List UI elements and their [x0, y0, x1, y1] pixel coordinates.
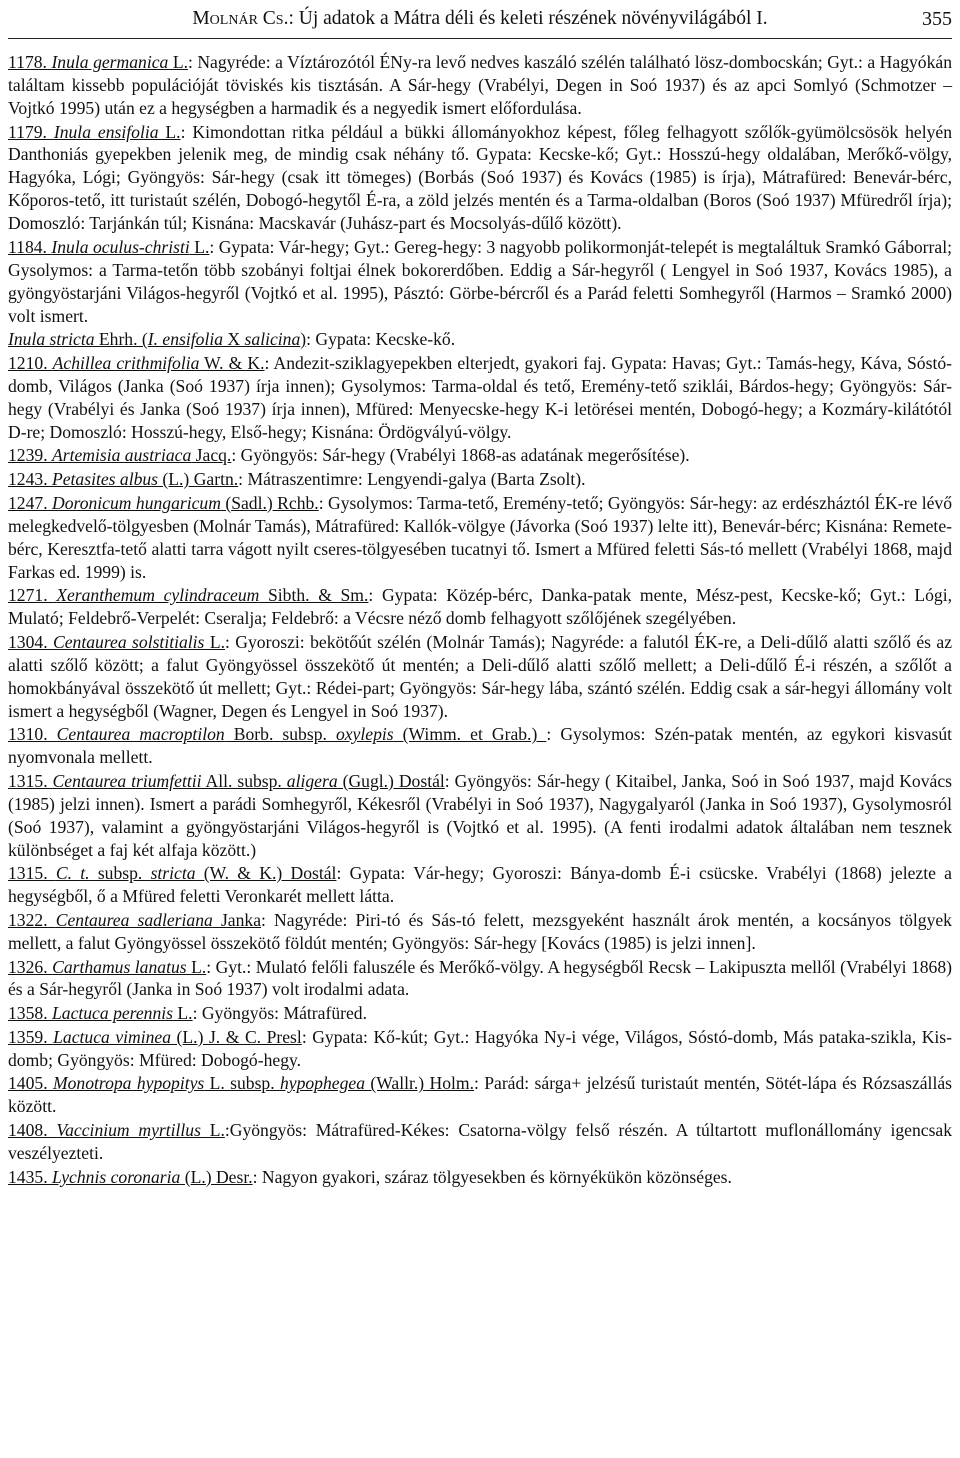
species-taxon	[8, 957, 206, 977]
species-entry	[8, 444, 952, 467]
species-taxon	[8, 724, 546, 744]
taxon-name: I. ensifolia	[147, 329, 224, 350]
species-locality-text: : Gyöngyös: Mátrafüred.	[192, 1003, 367, 1024]
species-locality-text: : Gypata: Közép-bérc, Danka-patak mente, Mész-pest, Kecske-kő; Gyt.: Lógi, Mulató; Feldebrő-Verpelét: Cseralja; Feldebrő: a Vécsre néző domb felhagyott szőlőjének szegélyében.	[8, 585, 953, 629]
species-entry	[8, 862, 952, 908]
taxon-name: aligera	[286, 770, 338, 791]
species-taxon	[8, 469, 238, 489]
species-locality-text: : Gysolymos: Szén-patak mentén, az egykori kisvasút nyomvonala mellett.	[8, 724, 953, 768]
taxon-text: 1184.	[8, 236, 52, 257]
taxon-text: 1247.	[8, 492, 52, 513]
species-taxon	[8, 1167, 253, 1187]
taxon-name: hypophegea	[279, 1073, 365, 1094]
taxon-text: X	[223, 329, 245, 350]
taxon-text: 1310.	[8, 724, 57, 745]
species-entry	[8, 1072, 952, 1118]
species-locality-text: :Gyöngyös: Mátrafüred-Kékes: Csatorna-völgy felső részén. A túltartott muflonállomány igencsak veszélyezteti.	[8, 1120, 953, 1163]
species-locality-text: : Gypata: Vár-hegy; Gyt.: Gereg-hegy: 3 nagyobb polikormonját-telepét is megtaláltuk Sramkó Gáborral; Gysolymos: a Tarma-tetőn több szobányi foltjai élnek bokorerdőben. Eddig a Sár-hegyről ( Lengyel in Soó 1937, Kovács 1985), a gyöngyöstarjáni Világos-hegyről (Vojtkó et al. 1995), Pásztó: Görbe-bércről és a Parád feletti Somhegyről (Harmos – Sramkó 2000) volt ismert.	[8, 236, 952, 326]
species-taxon	[8, 122, 181, 142]
page-number: 355	[922, 8, 952, 30]
species-locality-text: : Gypata: Kecske-kő.	[306, 329, 456, 350]
taxon-text: (W. & K.) Dostál	[195, 863, 337, 884]
taxon-text: 1408.	[8, 1120, 57, 1141]
taxon-name: salicina	[244, 329, 301, 350]
species-entry	[8, 1119, 952, 1165]
species-entry	[8, 770, 952, 862]
species-locality-text: : Gyöngyös: Sár-hegy ( Kitaibel, Janka, Soó in Soó 1937, majd Kovács (1985) jelzi innen). Ismert a parádi Somhegyről, Kékesről (Vrabélyi in Soó 1937), Nagygalyaról (Janka in Soó 1937), Gysolymosról (Soó 1937), valamint a gyöngyöstarjáni Világos-hegyről is (Vojtkó et al. 1995). (A fenti irodalmi adatok általában nem tesznek különbséget a faj két alfaja között.)	[8, 770, 952, 860]
species-taxon	[8, 493, 319, 513]
species-entry	[8, 492, 952, 584]
taxon-name: Monotropa hypopitys	[52, 1073, 205, 1094]
species-taxon	[8, 52, 188, 72]
taxon-name: Lactuca viminea	[53, 1026, 172, 1047]
taxon-text: L.	[186, 956, 207, 977]
taxon-name: Centaurea triumfettii	[52, 770, 202, 791]
species-entry	[8, 236, 952, 328]
taxon-text: L.	[168, 52, 188, 72]
taxon-name: C. t.	[55, 863, 90, 884]
taxon-text: (L.) Gartn.	[158, 469, 239, 490]
taxon-name: Lychnis coronaria	[51, 1166, 181, 1187]
taxon-name: Lactuca perennis	[51, 1003, 174, 1024]
taxon-text: 1435.	[8, 1166, 52, 1187]
taxon-text: Ehrh. (	[94, 329, 148, 350]
species-locality-text: : Nagyréde: Piri-tó és Sás-tó felett, mezsgyeként használt árok mentén, a kocsányos tölgyek mellett, a falut Gyöngyössel összekötő földút mentén; Gyöngyös: Sár-hegy [Kovács (1985) is jelzi innen].	[8, 909, 952, 953]
taxon-text: 1179.	[8, 121, 54, 142]
species-entry	[8, 328, 952, 351]
species-locality-text: : Andezit-sziklagyepekben elterjedt, gyakori faj. Gypata: Havas; Gyt.: Tamás-hegy, Káva, Sóstó-domb, Világos (Janka (Soó 1937) írja innen); Gysolymos: Tarma-oldal és tető, Eremény-tető sziklái, Bárdos-hegy; Gyöngyös: Sár-hegy (Vrabélyi és Janka (Soó 1937) írja innen), Mfüred: Menyecske-hegy K-i letörései mentén, Dobogó-hegy; a Kozmáry-kilátótól D-re; Domoszló: Hosszú-hegy, Első-hegy; Kisnána: Ördögvályú-völgy.	[8, 352, 952, 442]
taxon-text: 1178.	[8, 52, 52, 72]
taxon-text: (Wimm. et Grab.)	[393, 724, 547, 745]
taxon-text: 1359.	[8, 1026, 54, 1047]
taxon-text: 1405.	[8, 1073, 53, 1094]
taxon-text: 1358.	[8, 1003, 52, 1024]
running-title	[8, 6, 952, 32]
species-taxon	[8, 329, 306, 349]
species-locality-text: : Gysolymos: Tarma-tető, Eremény-tető; Gyöngyös: Sár-hegy: az erdészháztól ÉK-re lévő melegkedvelő-tölgyesben (Molnár Tamás), Mátrafüred: Kallók-völgye (Jávorka (Soó 1937) lelte itt), Benevár-bérc; Kisnána: Remete-bérc, Keresztfa-tető alatti tarra vágott nyilt cseres-tölgyesében tucatnyi tő. Ismert a Mfüred feletti Sás-tó mellett (Vrabélyi 1868, majd Farkas ed. 1999) is.	[8, 492, 953, 582]
species-taxon	[8, 771, 445, 791]
species-entry	[8, 1166, 952, 1189]
species-locality-text: : Gypata: Vár-hegy; Gyoroszi: Bánya-domb É-i csücske. Vrabélyi (1868) jelezte a hegységből, ő a Mfüred feletti Veronkarét mellett látta.	[8, 863, 952, 907]
taxon-text: 1239.	[8, 445, 52, 466]
species-entry	[8, 51, 952, 120]
taxon-name: Xeranthemum cylindraceum	[56, 585, 260, 606]
taxon-text: 1243.	[8, 469, 52, 490]
taxon-name: Petasites albus	[51, 469, 159, 490]
taxon-text: 1210.	[8, 352, 53, 373]
taxon-name: Centaurea macroptilon	[56, 724, 225, 745]
taxon-text: 1315.	[8, 770, 53, 791]
taxon-text: 1315.	[8, 863, 56, 884]
taxon-text: All. subsp.	[201, 770, 287, 791]
species-taxon	[8, 910, 261, 930]
taxon-name: Inula ensifolia	[53, 121, 159, 142]
taxon-text: (L.) Desr.	[180, 1166, 253, 1187]
species-locality-text: : Parád: sárga+ jelzésű turistaút mentén, Sötét-lápa és Rózsaszállás között.	[8, 1073, 952, 1117]
taxon-text: L.	[173, 1003, 193, 1024]
species-taxon	[8, 1003, 193, 1023]
species-locality-text: : Gyoroszi: bekötőút szélén (Molnár Tamás); Nagyréde: a falutól ÉK-re, a Deli-dűlő alatti szőlő és az alatti szőlő között; a falut Gyöngyössel összekötő út mentén; a Deli-dűlő alatti szőlő mellett; a Deli-dűlő É-i részén, a szőlőt a homokbányával összekötő út mellett; Gyt.: Rédei-part; Gyöngyös: Sár-hegy lába, szántó szélén. Eddig csak a sár-hegyi állomány volt ismert a hegységből (Wagner, Degen és Lengyel in Soó 1937).	[8, 631, 953, 721]
taxon-text: W. & K.	[199, 352, 265, 373]
species-taxon	[8, 1120, 225, 1140]
taxon-text: subsp.	[89, 863, 151, 884]
taxon-text: (L.) J. & C. Presl	[171, 1026, 302, 1047]
species-locality-text: : Mátraszentimre: Lengyendi-galya (Barta Zsolt).	[238, 469, 586, 490]
species-taxon	[8, 585, 368, 605]
taxon-text: (Wallr.) Holm.	[365, 1073, 474, 1094]
taxon-text: (Gugl.) Dostál	[337, 770, 445, 791]
taxon-name: Centaurea solstitialis	[53, 631, 205, 652]
taxon-name: Inula germanica	[51, 52, 169, 72]
taxon-name: Carthamus lanatus	[52, 956, 187, 977]
taxon-text: 1271.	[8, 585, 57, 606]
taxon-text: (Sadl.) Rchb.	[220, 492, 319, 513]
taxon-text: Janka	[212, 909, 262, 930]
page	[8, 0, 952, 1189]
species-entry	[8, 723, 952, 769]
species-locality-text: : Nagyréde: a Víztározótól ÉNy-ra levő nedves kaszáló szélén található lösz-dombocskán; Gyt.: a Hagyókán találtam kissebb populációját töviskés kis tisztásán. A Sár-hegy (Vrabélyi, Degen in Soó 1937) és az apci Somlyó (Schmotzer – Vojtkó 1995) után ez a hegységben a harmadik és a negyedik ismert előfordulása.	[8, 52, 952, 118]
taxon-name: Artemisia austriaca	[51, 445, 192, 466]
taxon-text: 1326.	[8, 956, 53, 977]
species-locality-text: : Gyöngyös: Sár-hegy (Vrabélyi 1868-as adatának megerősítése).	[231, 445, 690, 466]
running-header	[8, 6, 952, 39]
taxon-name: Doronicum hungaricum	[52, 492, 221, 513]
taxon-name: Achillea crithmifolia	[52, 352, 200, 373]
species-locality-text: : Gypata: Kő-kút; Gyt.: Hagyóka Ny-i vége, Világos, Sóstó-domb, Más pataka-szikla, Kis-domb; Gyöngyös: Mfüred: Dobogó-hegy.	[8, 1026, 953, 1070]
taxon-name: Inula stricta	[8, 329, 95, 350]
taxon-text: L.	[200, 1120, 225, 1141]
species-entry	[8, 1002, 952, 1025]
taxon-text: )	[300, 329, 307, 350]
species-locality-text: : Nagyon gyakori, száraz tölgyesekben és környékükön közönséges.	[252, 1166, 732, 1187]
species-locality-text: : Kimondottan ritka például a bükki állományokhoz képest, főleg felhagyott szőlők-gyümölcsösök helyén Danthoniás gyepekben jelenik meg, de mindig csak néhány tő. Gypata: Kecske-kő; Gyt.: Hosszú-hegy oldalában, Merőkő-völgy, Hagyóka, Lógi; Gyöngyös: Sár-hegy (csak itt tömeges) (Borbás (Soó 1937) és Kovács (1985) is írja), Mátrafüred: Benevár-bérc, Kőporos-tető, itt turistaút szélén, Dobogó-hegytől É-ra, a zöld jelzés mentén és a Tarma-oldalban (Boros (Soó 1937) Mfüredről írja); Domoszló: Tarjánkán túl; Kisnána: Macskavár (Juhász-part és Mocsolyás-dűlő között).	[8, 121, 952, 234]
taxon-text: L.	[189, 236, 210, 257]
article-body	[8, 51, 952, 1189]
taxon-name: oxylepis	[335, 724, 394, 745]
taxon-text: 1304.	[8, 631, 54, 652]
header-title: : Új adatok a Mátra déli és keleti részének növényvilágából I.	[288, 8, 768, 29]
taxon-name: Inula oculus-christi	[51, 236, 190, 257]
taxon-text: L.	[204, 631, 225, 652]
taxon-name: stricta	[150, 863, 196, 884]
species-taxon	[8, 353, 265, 373]
taxon-name: Centaurea sadleriana	[55, 909, 213, 930]
species-entry	[8, 352, 952, 444]
taxon-text: L.	[158, 121, 181, 142]
taxon-text: L. subsp.	[204, 1073, 280, 1094]
species-entry	[8, 121, 952, 236]
species-taxon	[8, 863, 336, 883]
species-entry	[8, 956, 952, 1002]
species-entry	[8, 631, 952, 723]
species-locality-text: : Gyt.: Mulató felőli faluszéle és Merőkő-völgy. A hegységből Recsk – Lakipuszta mellől (Vrabélyi 1868) és a Sár-hegyről (Janka in Soó 1937) volt irodalmi adata.	[8, 956, 952, 1000]
species-entry	[8, 1026, 952, 1072]
taxon-text: 1322.	[8, 909, 56, 930]
species-taxon	[8, 237, 209, 257]
species-taxon	[8, 445, 231, 465]
species-taxon	[8, 632, 225, 652]
taxon-text: Jacq.	[191, 445, 232, 466]
species-taxon	[8, 1027, 302, 1047]
species-taxon	[8, 1073, 474, 1093]
taxon-text: Borb. subsp.	[224, 724, 336, 745]
header-author: Molnár Cs.	[192, 8, 289, 29]
taxon-name: Vaccinium myrtillus	[56, 1120, 201, 1141]
species-entry	[8, 468, 952, 491]
taxon-text: Sibth. & Sm.	[259, 585, 369, 606]
species-entry	[8, 909, 952, 955]
species-entry	[8, 584, 952, 630]
